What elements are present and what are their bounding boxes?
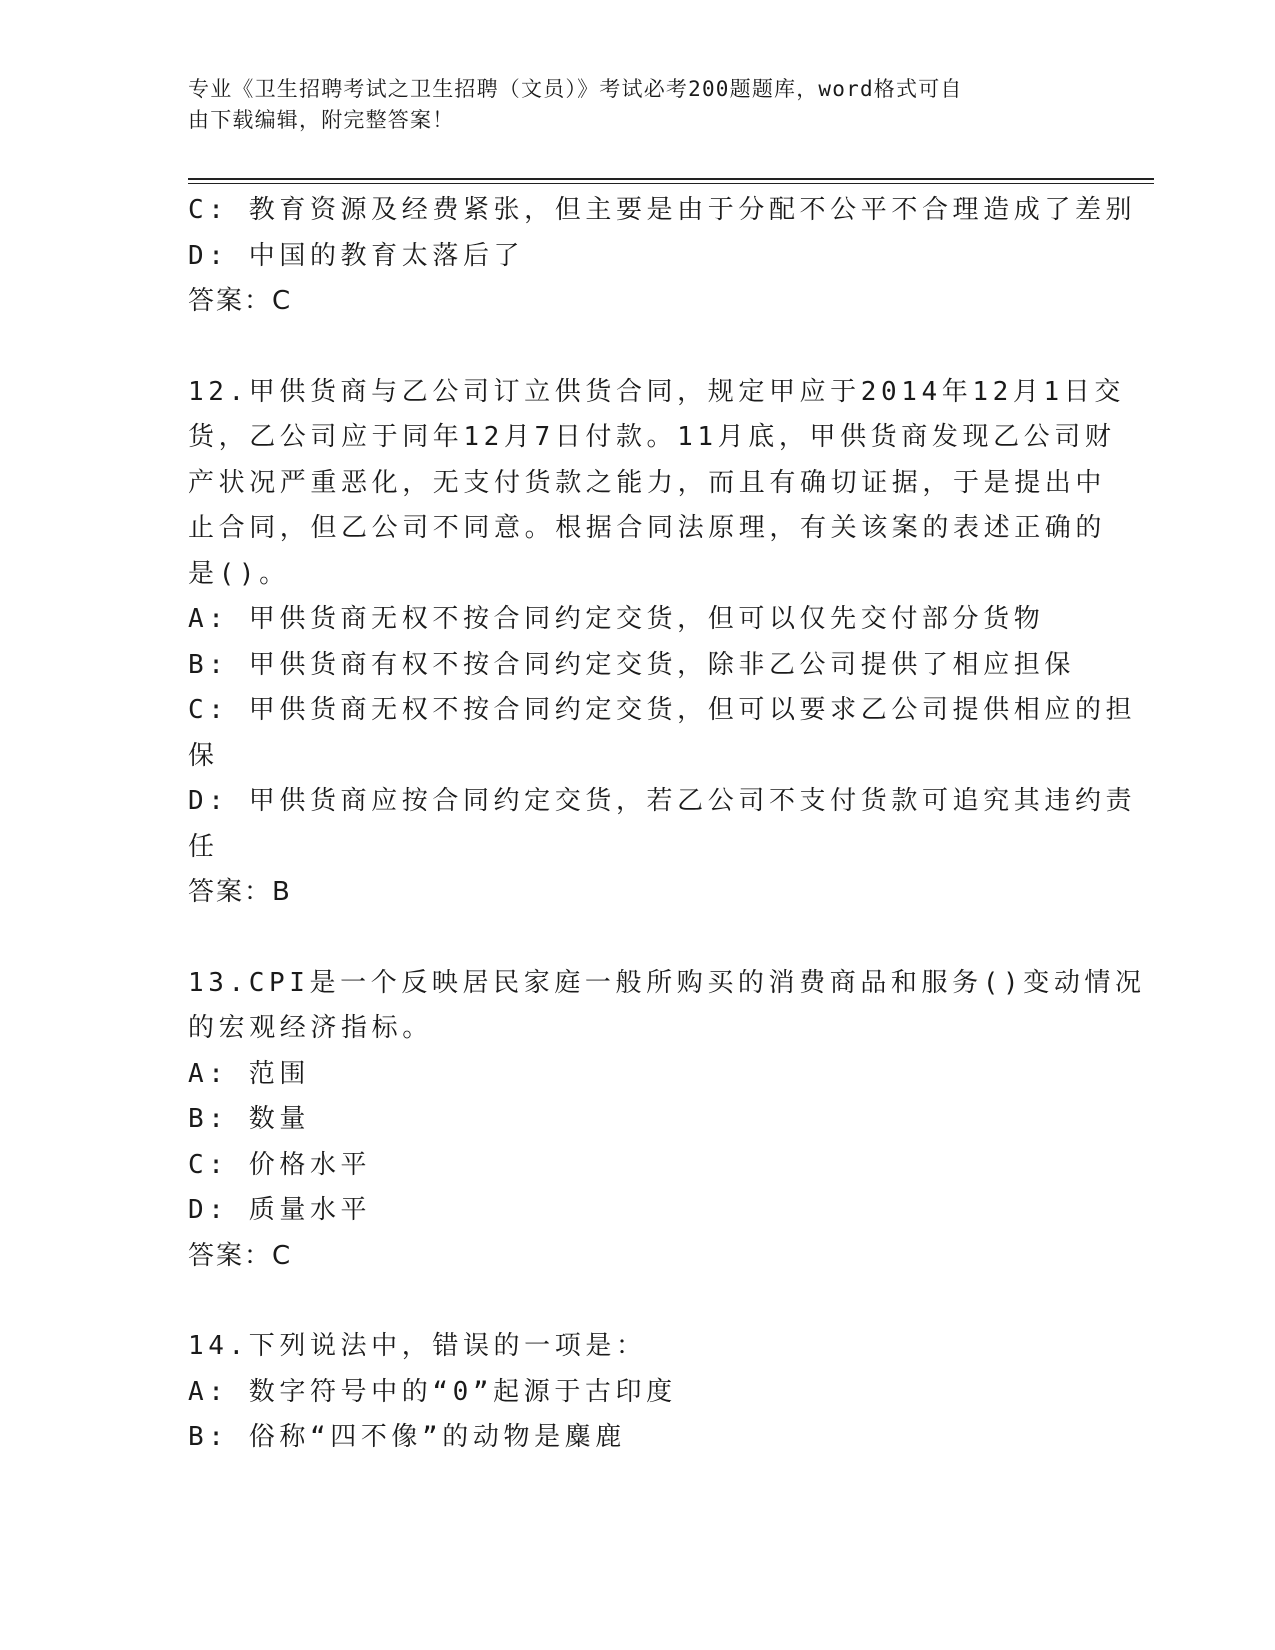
option-b: B: 数量 <box>188 1104 310 1134</box>
question-14 <box>188 1324 1088 1461</box>
question-13 <box>188 961 1146 1280</box>
answer: 答案：C <box>188 286 293 316</box>
option-a: A: 甲供货商无权不按合同约定交货，但可以仅先交付部分货物 <box>188 604 1045 634</box>
option-a: A: 范围 <box>188 1058 310 1089</box>
option-b: B: 俗称“四不像”的动物是麋鹿 <box>188 1422 626 1452</box>
question-stem-line: 的宏观经济指标。 <box>188 1013 433 1043</box>
question-12 <box>188 370 1137 916</box>
question-content <box>188 188 1146 1461</box>
option-d-continued: 任 <box>188 831 219 862</box>
question-stem-line: 止合同，但乙公司不同意。根据合同法原理，有关该案的表述正确的 <box>188 513 1107 543</box>
option-c: C: 甲供货商无权不按合同约定交货，但可以要求乙公司提供相应的担 <box>188 695 1137 725</box>
question-stem-line: 13.CPI是一个反映居民家庭一般所购买的消费商品和服务()变动情况 <box>188 967 1146 998</box>
header-line-1: 专业《卫生招聘考试之卫生招聘（文员）》考试必考200题题库，word格式可自 <box>188 77 963 101</box>
spacer <box>188 1279 1088 1324</box>
option-d: D: 质量水平 <box>188 1195 372 1225</box>
document-header <box>188 74 1068 136</box>
option-a: A: 数字符号中的“0”起源于古印度 <box>188 1376 677 1407</box>
option-d: D: 中国的教育太落后了 <box>188 240 525 271</box>
header-line-2: 由下载编辑，附完整答案！ <box>188 108 455 132</box>
option-c-continued: 保 <box>188 740 219 771</box>
question-stem-line: 产状况严重恶化，无支付货款之能力，而且有确切证据，于是提出中 <box>188 467 1107 498</box>
option-c: C: 教育资源及经费紧张，但主要是由于分配不公平不合理造成了差别 <box>188 195 1137 225</box>
option-b: B: 甲供货商有权不按合同约定交货，除非乙公司提供了相应担保 <box>188 649 1075 680</box>
answer: 答案：B <box>188 877 292 907</box>
spacer <box>188 325 1088 370</box>
question-11-tail <box>188 188 1137 325</box>
question-stem-line: 14.下列说法中，错误的一项是： <box>188 1331 647 1361</box>
spacer <box>188 916 1088 961</box>
option-d: D: 甲供货商应按合同约定交货，若乙公司不支付货款可追究其违约责 <box>188 786 1137 816</box>
question-stem-line: 是()。 <box>188 558 290 589</box>
answer: 答案：C <box>188 1240 293 1271</box>
header-divider <box>188 178 1154 184</box>
question-stem-line: 12.甲供货商与乙公司订立供货合同，规定甲应于2014年12月1日交 <box>188 376 1125 407</box>
option-c: C: 价格水平 <box>188 1149 372 1180</box>
question-stem-line: 货，乙公司应于同年12月7日付款。11月底，甲供货商发现乙公司财 <box>188 422 1116 452</box>
